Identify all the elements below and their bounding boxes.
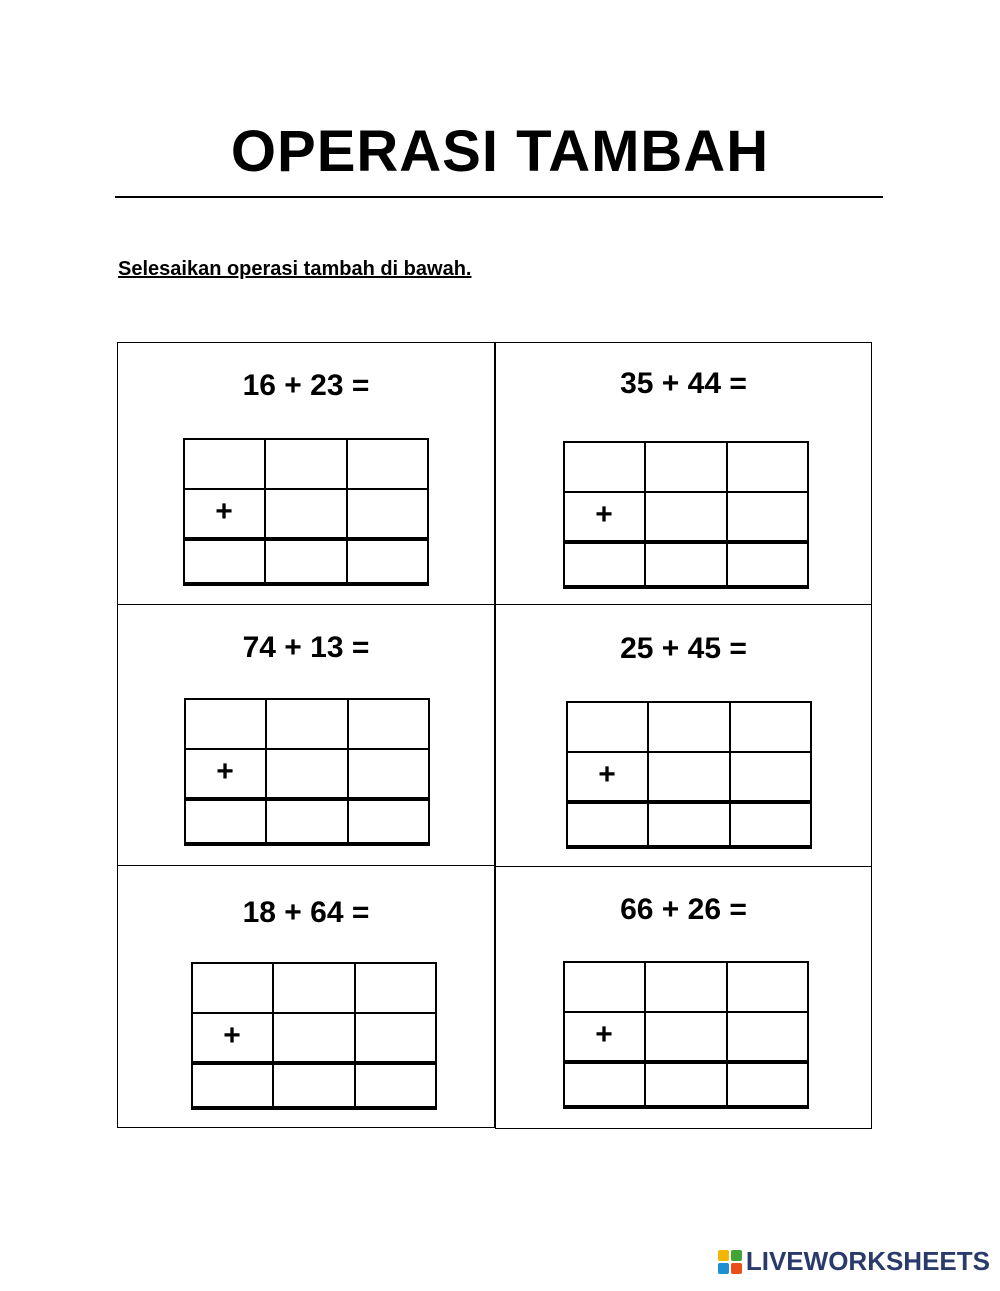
answer-box-hundreds[interactable] — [568, 805, 647, 845]
answer-box-ones[interactable] — [356, 1066, 435, 1106]
answer-box-tens[interactable] — [649, 805, 729, 845]
instruction-text: Selesaikan operasi tambah di bawah. — [118, 258, 472, 280]
answer-grid — [566, 701, 812, 849]
answer-box-ones[interactable] — [348, 542, 427, 582]
problem-expression: 35 + 44 = — [620, 367, 747, 400]
plus-sign: + — [595, 1018, 613, 1051]
answer-box-tens[interactable] — [267, 802, 347, 842]
logo-block — [718, 1263, 729, 1274]
plus-sign: + — [215, 495, 233, 528]
problem-card — [117, 342, 495, 605]
answer-box-hundreds[interactable] — [185, 542, 264, 582]
logo-block — [718, 1250, 729, 1261]
answer-grid — [191, 962, 437, 1110]
problem-expression: 74 + 13 = — [242, 631, 370, 664]
answer-grid — [563, 441, 809, 589]
answer-box-hundreds[interactable] — [193, 1066, 272, 1106]
title-divider — [115, 196, 883, 198]
answer-grid — [183, 438, 429, 586]
answer-box-tens[interactable] — [646, 1065, 726, 1105]
problem-expression: 18 + 64 = — [242, 896, 370, 929]
plus-sign: + — [595, 498, 613, 531]
logo-block — [731, 1250, 742, 1261]
answer-box-ones[interactable] — [731, 805, 810, 845]
logo-text: LIVEWORKSHEETS — [745, 1246, 990, 1276]
plus-sign: + — [598, 758, 616, 791]
answer-box-ones[interactable] — [349, 802, 428, 842]
answer-box-hundreds[interactable] — [565, 545, 644, 585]
plus-sign: + — [223, 1019, 241, 1052]
problem-card — [495, 604, 872, 867]
answer-box-hundreds[interactable] — [565, 1065, 644, 1105]
answer-box-ones[interactable] — [728, 545, 807, 585]
problem-card — [495, 342, 872, 605]
problem-card — [117, 865, 495, 1128]
answer-box-tens[interactable] — [646, 545, 726, 585]
problem-expression: 16 + 23 = — [242, 369, 370, 402]
liveworksheets-logo — [718, 1246, 990, 1277]
logo-blocks-icon — [718, 1250, 742, 1274]
answer-grid — [184, 698, 430, 846]
logo-block — [731, 1263, 742, 1274]
page-title: OPERASI TAMBAH — [230, 119, 770, 184]
answer-box-tens[interactable] — [266, 542, 346, 582]
answer-box-hundreds[interactable] — [186, 802, 265, 842]
problem-card — [495, 866, 872, 1129]
answer-box-ones[interactable] — [728, 1065, 807, 1105]
answer-grid — [563, 961, 809, 1109]
problem-expression: 66 + 26 = — [620, 893, 747, 926]
problem-expression: 25 + 45 = — [620, 632, 747, 665]
plus-sign: + — [216, 755, 234, 788]
answer-box-tens[interactable] — [274, 1066, 354, 1106]
problem-card — [117, 604, 495, 866]
